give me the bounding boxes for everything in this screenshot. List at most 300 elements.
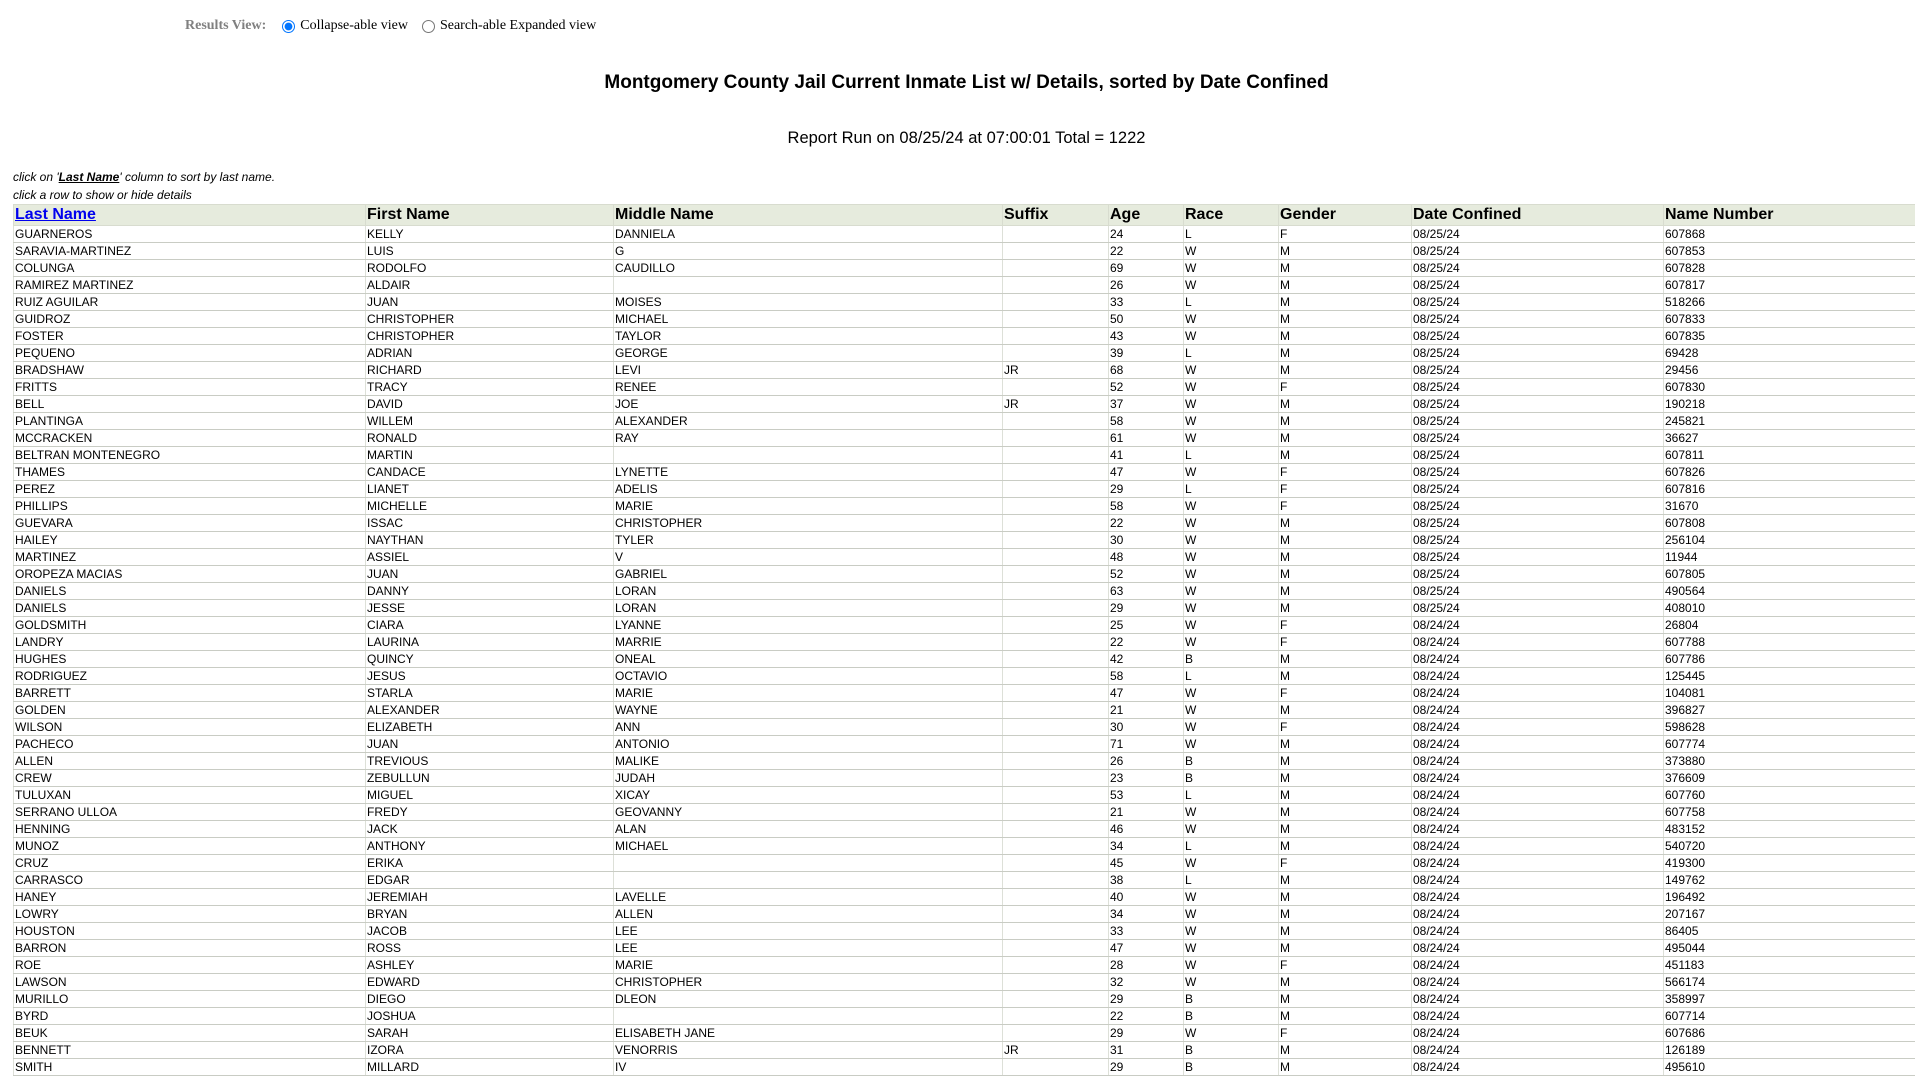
name-number-cell: 36627 xyxy=(1664,430,1916,447)
table-row[interactable] xyxy=(14,430,1916,447)
middle-name-cell: MICHAEL xyxy=(614,838,1003,855)
last-name-cell: RODRIGUEZ xyxy=(14,668,366,685)
middle-name-cell xyxy=(614,447,1003,464)
gender-cell: M xyxy=(1279,770,1412,787)
table-row[interactable] xyxy=(14,838,1916,855)
date-confined-cell: 08/25/24 xyxy=(1412,311,1664,328)
race-cell: W xyxy=(1184,311,1279,328)
name-number-cell: 451183 xyxy=(1664,957,1916,974)
gender-cell: F xyxy=(1279,634,1412,651)
table-row[interactable] xyxy=(14,957,1916,974)
date-confined-cell: 08/24/24 xyxy=(1412,940,1664,957)
date-confined-cell: 08/24/24 xyxy=(1412,974,1664,991)
middle-name-cell: ALLEN xyxy=(614,906,1003,923)
table-row[interactable] xyxy=(14,362,1916,379)
date-confined-cell: 08/24/24 xyxy=(1412,1042,1664,1059)
suffix-cell: JR xyxy=(1003,1042,1109,1059)
gender-cell: M xyxy=(1279,906,1412,923)
sort-hint xyxy=(13,170,275,184)
gender-cell: M xyxy=(1279,702,1412,719)
middle-name-cell: RAY xyxy=(614,430,1003,447)
age-cell: 58 xyxy=(1109,413,1184,430)
middle-name-cell: MOISES xyxy=(614,294,1003,311)
suffix-cell xyxy=(1003,277,1109,294)
gender-cell: M xyxy=(1279,583,1412,600)
age-cell: 39 xyxy=(1109,345,1184,362)
middle-name-cell: JOE xyxy=(614,396,1003,413)
table-row[interactable] xyxy=(14,413,1916,430)
gender-cell: M xyxy=(1279,430,1412,447)
gender-cell: M xyxy=(1279,668,1412,685)
name-number-cell: 69428 xyxy=(1664,345,1916,362)
middle-name-cell: DANNIELA xyxy=(614,226,1003,243)
last-name-cell: GOLDSMITH xyxy=(14,617,366,634)
table-row[interactable] xyxy=(14,617,1916,634)
col-header-age: Age xyxy=(1109,205,1184,226)
age-cell: 34 xyxy=(1109,838,1184,855)
middle-name-cell: VENORRIS xyxy=(614,1042,1003,1059)
first-name-cell: ROSS xyxy=(366,940,614,957)
race-cell: L xyxy=(1184,345,1279,362)
suffix-cell xyxy=(1003,906,1109,923)
last-name-cell: GUARNEROS xyxy=(14,226,366,243)
middle-name-cell: LORAN xyxy=(614,600,1003,617)
last-name-cell: OROPEZA MACIAS xyxy=(14,566,366,583)
last-name-cell: HENNING xyxy=(14,821,366,838)
table-row[interactable] xyxy=(14,1059,1916,1076)
suffix-cell xyxy=(1003,838,1109,855)
last-name-cell: SARAVIA-MARTINEZ xyxy=(14,243,366,260)
middle-name-cell: ANN xyxy=(614,719,1003,736)
suffix-cell xyxy=(1003,498,1109,515)
name-number-cell: 607828 xyxy=(1664,260,1916,277)
first-name-cell: WILLEM xyxy=(366,413,614,430)
table-row[interactable] xyxy=(14,702,1916,719)
first-name-cell: IZORA xyxy=(366,1042,614,1059)
table-row[interactable] xyxy=(14,311,1916,328)
suffix-cell xyxy=(1003,311,1109,328)
table-row[interactable] xyxy=(14,804,1916,821)
gender-cell: F xyxy=(1279,617,1412,634)
race-cell: B xyxy=(1184,1059,1279,1076)
name-number-cell: 419300 xyxy=(1664,855,1916,872)
gender-cell: M xyxy=(1279,515,1412,532)
first-name-cell: TRACY xyxy=(366,379,614,396)
date-confined-cell: 08/25/24 xyxy=(1412,498,1664,515)
gender-cell: M xyxy=(1279,396,1412,413)
middle-name-cell: IV xyxy=(614,1059,1003,1076)
gender-cell: M xyxy=(1279,311,1412,328)
report-run-info: Report Run on 08/25/24 at 07:00:01 Total = 1222 xyxy=(787,129,1146,147)
last-name-cell: COLUNGA xyxy=(14,260,366,277)
expanded-view-option[interactable] xyxy=(422,18,596,34)
first-name-cell: ASSIEL xyxy=(366,549,614,566)
date-confined-cell: 08/24/24 xyxy=(1412,634,1664,651)
middle-name-cell: G xyxy=(614,243,1003,260)
suffix-cell xyxy=(1003,1059,1109,1076)
middle-name-cell xyxy=(614,872,1003,889)
name-number-cell: 607833 xyxy=(1664,311,1916,328)
gender-cell: M xyxy=(1279,549,1412,566)
date-confined-cell: 08/24/24 xyxy=(1412,719,1664,736)
gender-cell: M xyxy=(1279,1059,1412,1076)
last-name-cell: LOWRY xyxy=(14,906,366,923)
suffix-cell xyxy=(1003,328,1109,345)
race-cell: L xyxy=(1184,294,1279,311)
date-confined-cell: 08/24/24 xyxy=(1412,906,1664,923)
last-name-cell: BELL xyxy=(14,396,366,413)
sort-by-last-name-link[interactable]: Last Name xyxy=(15,206,96,223)
suffix-cell xyxy=(1003,345,1109,362)
table-row[interactable] xyxy=(14,651,1916,668)
expanded-view-radio[interactable] xyxy=(422,20,435,33)
last-name-cell: PLANTINGA xyxy=(14,413,366,430)
age-cell: 22 xyxy=(1109,1008,1184,1025)
race-cell: W xyxy=(1184,804,1279,821)
first-name-cell: MILLARD xyxy=(366,1059,614,1076)
date-confined-cell: 08/25/24 xyxy=(1412,277,1664,294)
suffix-cell xyxy=(1003,923,1109,940)
table-row[interactable] xyxy=(14,294,1916,311)
name-number-cell: 607826 xyxy=(1664,464,1916,481)
table-row[interactable] xyxy=(14,260,1916,277)
suffix-cell xyxy=(1003,634,1109,651)
suffix-cell xyxy=(1003,855,1109,872)
gender-cell: F xyxy=(1279,498,1412,515)
first-name-cell: ZEBULLUN xyxy=(366,770,614,787)
last-name-cell: BELTRAN MONTENEGRO xyxy=(14,447,366,464)
table-row[interactable] xyxy=(14,447,1916,464)
age-cell: 23 xyxy=(1109,770,1184,787)
name-number-cell: 373880 xyxy=(1664,753,1916,770)
middle-name-cell: LYNETTE xyxy=(614,464,1003,481)
name-number-cell: 607786 xyxy=(1664,651,1916,668)
age-cell: 53 xyxy=(1109,787,1184,804)
name-number-cell: 518266 xyxy=(1664,294,1916,311)
gender-cell: F xyxy=(1279,855,1412,872)
race-cell: W xyxy=(1184,1025,1279,1042)
age-cell: 33 xyxy=(1109,294,1184,311)
first-name-cell: FREDY xyxy=(366,804,614,821)
race-cell: W xyxy=(1184,260,1279,277)
table-row[interactable] xyxy=(14,736,1916,753)
table-row[interactable] xyxy=(14,532,1916,549)
name-number-cell: 26804 xyxy=(1664,617,1916,634)
last-name-cell: MUNOZ xyxy=(14,838,366,855)
suffix-cell xyxy=(1003,617,1109,634)
col-header-race: Race xyxy=(1184,205,1279,226)
suffix-cell: JR xyxy=(1003,396,1109,413)
first-name-cell: EDGAR xyxy=(366,872,614,889)
name-number-cell: 256104 xyxy=(1664,532,1916,549)
gender-cell: M xyxy=(1279,923,1412,940)
table-row[interactable] xyxy=(14,498,1916,515)
first-name-cell: JUAN xyxy=(366,736,614,753)
suffix-cell xyxy=(1003,430,1109,447)
gender-cell: M xyxy=(1279,889,1412,906)
suffix-cell xyxy=(1003,260,1109,277)
last-name-cell: TULUXAN xyxy=(14,787,366,804)
age-cell: 69 xyxy=(1109,260,1184,277)
race-cell: W xyxy=(1184,906,1279,923)
gender-cell: M xyxy=(1279,294,1412,311)
race-cell: W xyxy=(1184,855,1279,872)
suffix-cell xyxy=(1003,243,1109,260)
name-number-cell: 358997 xyxy=(1664,991,1916,1008)
table-row[interactable] xyxy=(14,379,1916,396)
age-cell: 52 xyxy=(1109,379,1184,396)
name-number-cell: 607830 xyxy=(1664,379,1916,396)
first-name-cell: MICHELLE xyxy=(366,498,614,515)
last-name-cell: PEREZ xyxy=(14,481,366,498)
row-hint: click a row to show or hide details xyxy=(13,188,192,202)
middle-name-cell: MALIKE xyxy=(614,753,1003,770)
middle-name-cell: ELISABETH JANE xyxy=(614,1025,1003,1042)
table-row[interactable] xyxy=(14,277,1916,294)
table-row[interactable] xyxy=(14,328,1916,345)
race-cell: W xyxy=(1184,702,1279,719)
last-name-cell: GUEVARA xyxy=(14,515,366,532)
first-name-cell: ELIZABETH xyxy=(366,719,614,736)
name-number-cell: 376609 xyxy=(1664,770,1916,787)
date-confined-cell: 08/25/24 xyxy=(1412,583,1664,600)
first-name-cell: JESSE xyxy=(366,600,614,617)
table-row[interactable] xyxy=(14,668,1916,685)
middle-name-cell: MARIE xyxy=(614,957,1003,974)
age-cell: 22 xyxy=(1109,515,1184,532)
name-number-cell: 396827 xyxy=(1664,702,1916,719)
name-number-cell: 104081 xyxy=(1664,685,1916,702)
gender-cell: M xyxy=(1279,651,1412,668)
race-cell: W xyxy=(1184,600,1279,617)
date-confined-cell: 08/24/24 xyxy=(1412,617,1664,634)
middle-name-cell: MARIE xyxy=(614,685,1003,702)
table-row[interactable] xyxy=(14,600,1916,617)
table-row[interactable] xyxy=(14,855,1916,872)
race-cell: W xyxy=(1184,532,1279,549)
first-name-cell: DANNY xyxy=(366,583,614,600)
race-cell: W xyxy=(1184,583,1279,600)
gender-cell: F xyxy=(1279,464,1412,481)
gender-cell: M xyxy=(1279,991,1412,1008)
table-row[interactable] xyxy=(14,1008,1916,1025)
gender-cell: M xyxy=(1279,1008,1412,1025)
race-cell: B xyxy=(1184,991,1279,1008)
race-cell: W xyxy=(1184,719,1279,736)
collapse-view-radio[interactable] xyxy=(282,20,295,33)
race-cell: W xyxy=(1184,940,1279,957)
last-name-cell: CARRASCO xyxy=(14,872,366,889)
table-row[interactable] xyxy=(14,753,1916,770)
table-row[interactable] xyxy=(14,940,1916,957)
table-row[interactable] xyxy=(14,464,1916,481)
table-row[interactable] xyxy=(14,583,1916,600)
date-confined-cell: 08/25/24 xyxy=(1412,430,1664,447)
table-row[interactable] xyxy=(14,396,1916,413)
gender-cell: F xyxy=(1279,719,1412,736)
middle-name-cell: DLEON xyxy=(614,991,1003,1008)
table-row[interactable] xyxy=(14,243,1916,260)
race-cell: L xyxy=(1184,838,1279,855)
age-cell: 30 xyxy=(1109,719,1184,736)
table-row[interactable] xyxy=(14,481,1916,498)
race-cell: L xyxy=(1184,668,1279,685)
table-row[interactable] xyxy=(14,549,1916,566)
name-number-cell: 607817 xyxy=(1664,277,1916,294)
race-cell: W xyxy=(1184,566,1279,583)
collapse-view-option[interactable] xyxy=(282,18,408,34)
race-cell: W xyxy=(1184,243,1279,260)
first-name-cell: MARTIN xyxy=(366,447,614,464)
gender-cell: M xyxy=(1279,974,1412,991)
page-title: Montgomery County Jail Current Inmate List w/ Details, sorted by Date Confined xyxy=(604,72,1329,93)
table-header-row xyxy=(14,205,1916,226)
last-name-cell: BENNETT xyxy=(14,1042,366,1059)
race-cell: B xyxy=(1184,770,1279,787)
table-row[interactable] xyxy=(14,226,1916,243)
table-row[interactable] xyxy=(14,515,1916,532)
last-name-cell: BARRETT xyxy=(14,685,366,702)
middle-name-cell: LYANNE xyxy=(614,617,1003,634)
age-cell: 42 xyxy=(1109,651,1184,668)
middle-name-cell: ANTONIO xyxy=(614,736,1003,753)
table-row[interactable] xyxy=(14,906,1916,923)
first-name-cell: ANTHONY xyxy=(366,838,614,855)
last-name-cell: WILSON xyxy=(14,719,366,736)
race-cell: W xyxy=(1184,430,1279,447)
table-row[interactable] xyxy=(14,566,1916,583)
age-cell: 47 xyxy=(1109,940,1184,957)
table-row[interactable] xyxy=(14,974,1916,991)
table-row[interactable] xyxy=(14,345,1916,362)
sort-hint-keyword: Last Name xyxy=(58,170,120,184)
race-cell: W xyxy=(1184,957,1279,974)
name-number-cell: 607805 xyxy=(1664,566,1916,583)
gender-cell: F xyxy=(1279,481,1412,498)
name-number-cell: 540720 xyxy=(1664,838,1916,855)
name-number-cell: 207167 xyxy=(1664,906,1916,923)
results-view-label: Results View: xyxy=(185,18,267,33)
first-name-cell: JACK xyxy=(366,821,614,838)
gender-cell: M xyxy=(1279,940,1412,957)
table-row[interactable] xyxy=(14,821,1916,838)
date-confined-cell: 08/25/24 xyxy=(1412,396,1664,413)
first-name-cell: KELLY xyxy=(366,226,614,243)
col-header-middle-name: Middle Name xyxy=(614,205,1003,226)
date-confined-cell: 08/25/24 xyxy=(1412,413,1664,430)
inmate-table-container xyxy=(13,204,1915,1080)
name-number-cell: 607714 xyxy=(1664,1008,1916,1025)
age-cell: 45 xyxy=(1109,855,1184,872)
gender-cell: M xyxy=(1279,787,1412,804)
name-number-cell: 607686 xyxy=(1664,1025,1916,1042)
col-header-last-name[interactable] xyxy=(14,205,366,226)
race-cell: W xyxy=(1184,277,1279,294)
last-name-cell: MARTINEZ xyxy=(14,549,366,566)
race-cell: L xyxy=(1184,481,1279,498)
table-row[interactable] xyxy=(14,685,1916,702)
age-cell: 26 xyxy=(1109,753,1184,770)
date-confined-cell: 08/25/24 xyxy=(1412,345,1664,362)
date-confined-cell: 08/24/24 xyxy=(1412,753,1664,770)
table-row[interactable] xyxy=(14,787,1916,804)
age-cell: 58 xyxy=(1109,498,1184,515)
race-cell: W xyxy=(1184,974,1279,991)
middle-name-cell xyxy=(614,855,1003,872)
first-name-cell: DIEGO xyxy=(366,991,614,1008)
gender-cell: M xyxy=(1279,328,1412,345)
first-name-cell: ERIKA xyxy=(366,855,614,872)
gender-cell: M xyxy=(1279,413,1412,430)
name-number-cell: 607808 xyxy=(1664,515,1916,532)
middle-name-cell: GABRIEL xyxy=(614,566,1003,583)
race-cell: W xyxy=(1184,889,1279,906)
table-row[interactable] xyxy=(14,770,1916,787)
col-header-first-name: First Name xyxy=(366,205,614,226)
first-name-cell: JEREMIAH xyxy=(366,889,614,906)
date-confined-cell: 08/25/24 xyxy=(1412,379,1664,396)
race-cell: W xyxy=(1184,617,1279,634)
gender-cell: M xyxy=(1279,277,1412,294)
suffix-cell xyxy=(1003,719,1109,736)
table-row[interactable] xyxy=(14,991,1916,1008)
name-number-cell: 483152 xyxy=(1664,821,1916,838)
name-number-cell: 598628 xyxy=(1664,719,1916,736)
middle-name-cell xyxy=(614,1008,1003,1025)
age-cell: 26 xyxy=(1109,277,1184,294)
age-cell: 29 xyxy=(1109,600,1184,617)
table-row[interactable] xyxy=(14,1042,1916,1059)
age-cell: 50 xyxy=(1109,311,1184,328)
race-cell: W xyxy=(1184,413,1279,430)
middle-name-cell: LAVELLE xyxy=(614,889,1003,906)
date-confined-cell: 08/25/24 xyxy=(1412,600,1664,617)
first-name-cell: CIARA xyxy=(366,617,614,634)
first-name-cell: LAURINA xyxy=(366,634,614,651)
date-confined-cell: 08/25/24 xyxy=(1412,481,1664,498)
age-cell: 28 xyxy=(1109,957,1184,974)
date-confined-cell: 08/24/24 xyxy=(1412,991,1664,1008)
race-cell: W xyxy=(1184,549,1279,566)
name-number-cell: 245821 xyxy=(1664,413,1916,430)
table-row[interactable] xyxy=(14,872,1916,889)
col-header-gender: Gender xyxy=(1279,205,1412,226)
age-cell: 47 xyxy=(1109,464,1184,481)
name-number-cell: 607758 xyxy=(1664,804,1916,821)
name-number-cell: 495044 xyxy=(1664,940,1916,957)
suffix-cell xyxy=(1003,940,1109,957)
suffix-cell xyxy=(1003,532,1109,549)
table-row[interactable] xyxy=(14,634,1916,651)
table-row[interactable] xyxy=(14,1025,1916,1042)
suffix-cell xyxy=(1003,872,1109,889)
table-row[interactable] xyxy=(14,923,1916,940)
table-row[interactable] xyxy=(14,719,1916,736)
date-confined-cell: 08/25/24 xyxy=(1412,566,1664,583)
age-cell: 34 xyxy=(1109,906,1184,923)
middle-name-cell: ALAN xyxy=(614,821,1003,838)
suffix-cell xyxy=(1003,770,1109,787)
age-cell: 38 xyxy=(1109,872,1184,889)
date-confined-cell: 08/25/24 xyxy=(1412,243,1664,260)
last-name-cell: RUIZ AGUILAR xyxy=(14,294,366,311)
first-name-cell: ADRIAN xyxy=(366,345,614,362)
last-name-cell: HANEY xyxy=(14,889,366,906)
table-row[interactable] xyxy=(14,889,1916,906)
first-name-cell: RONALD xyxy=(366,430,614,447)
date-confined-cell: 08/25/24 xyxy=(1412,464,1664,481)
first-name-cell: LIANET xyxy=(366,481,614,498)
